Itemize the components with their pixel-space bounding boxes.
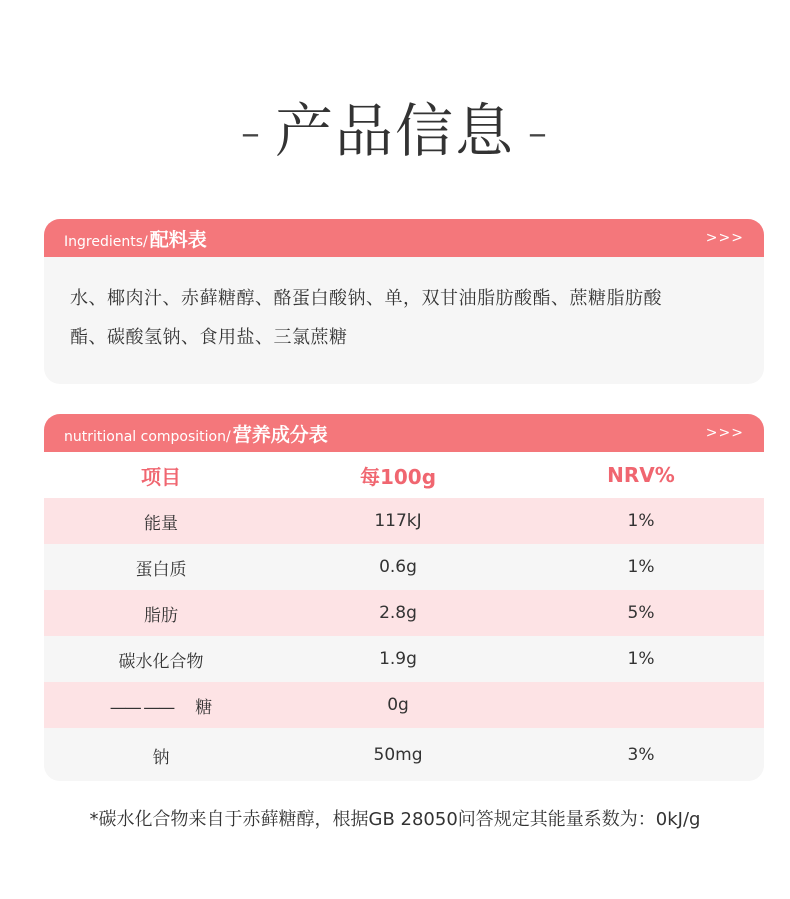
table-row: [44, 682, 764, 728]
ingredients-card: [44, 219, 764, 384]
column-header-item: 项目: [141, 464, 181, 489]
table-row: [44, 590, 764, 636]
ingredients-arrow-icon: >>>: [705, 230, 744, 246]
row-item: 碳水化合物: [118, 651, 204, 672]
footnote: *碳水化合物来自于赤藓糖醇，根据GB 28050问答规定其能量系数为：0kJ/g: [89, 809, 701, 830]
column-header-nrv: NRV%: [607, 463, 675, 487]
title-dash-right: -: [527, 97, 550, 165]
ingredients-header: [44, 219, 764, 257]
row-per100g: 117kJ: [374, 511, 422, 531]
row-nrv: 1%: [627, 511, 655, 531]
ingredients-header-en: Ingredients/: [64, 233, 148, 250]
nutrition-header: [44, 414, 764, 452]
row-item: 脂肪: [144, 605, 178, 626]
title-text: 产品信息: [274, 97, 515, 165]
row-item-sugar: [44, 693, 278, 718]
row-per100g: 0g: [387, 695, 409, 715]
nutrition-table: [44, 452, 764, 781]
table-header-row: [44, 452, 764, 498]
row-nrv: 1%: [627, 649, 655, 669]
row-per100g: 1.9g: [379, 649, 417, 669]
table-row: [44, 728, 764, 781]
ingredients-line-1: 水、椰肉汁、赤藓糖醇、酪蛋白酸钠、单，双甘油脂肪酸酯、蔗糖脂肪酸: [70, 288, 662, 309]
row-item: 钠: [152, 747, 170, 768]
sugar-indent-dash: —— ——: [109, 697, 174, 718]
nutrition-card: [44, 414, 764, 781]
nutrition-header-en: nutritional composition/: [64, 428, 231, 445]
row-nrv: 1%: [627, 557, 655, 577]
table-row: [44, 636, 764, 682]
table-row: [44, 498, 764, 544]
ingredients-header-zh: 配料表: [149, 228, 207, 251]
row-per100g: 2.8g: [379, 603, 417, 623]
ingredients-list: [44, 257, 764, 357]
row-nrv: 5%: [627, 603, 655, 623]
ingredients-line-2: 酯、碳酸氢钠、食用盐、三氯蔗糖: [70, 327, 348, 348]
row-item: 能量: [144, 513, 178, 534]
column-header-per100g: 每100g: [359, 464, 437, 489]
row-nrv: 3%: [627, 745, 655, 765]
row-item: 蛋白质: [135, 559, 187, 580]
title-dash-left: -: [240, 97, 263, 165]
page-title: [0, 96, 790, 166]
row-per100g: 50mg: [373, 745, 423, 765]
nutrition-header-zh: 营养成分表: [232, 423, 328, 446]
nutrition-arrow-icon: >>>: [705, 425, 744, 441]
table-row: [44, 544, 764, 590]
row-item: 糖: [195, 697, 213, 718]
row-per100g: 0.6g: [379, 557, 417, 577]
